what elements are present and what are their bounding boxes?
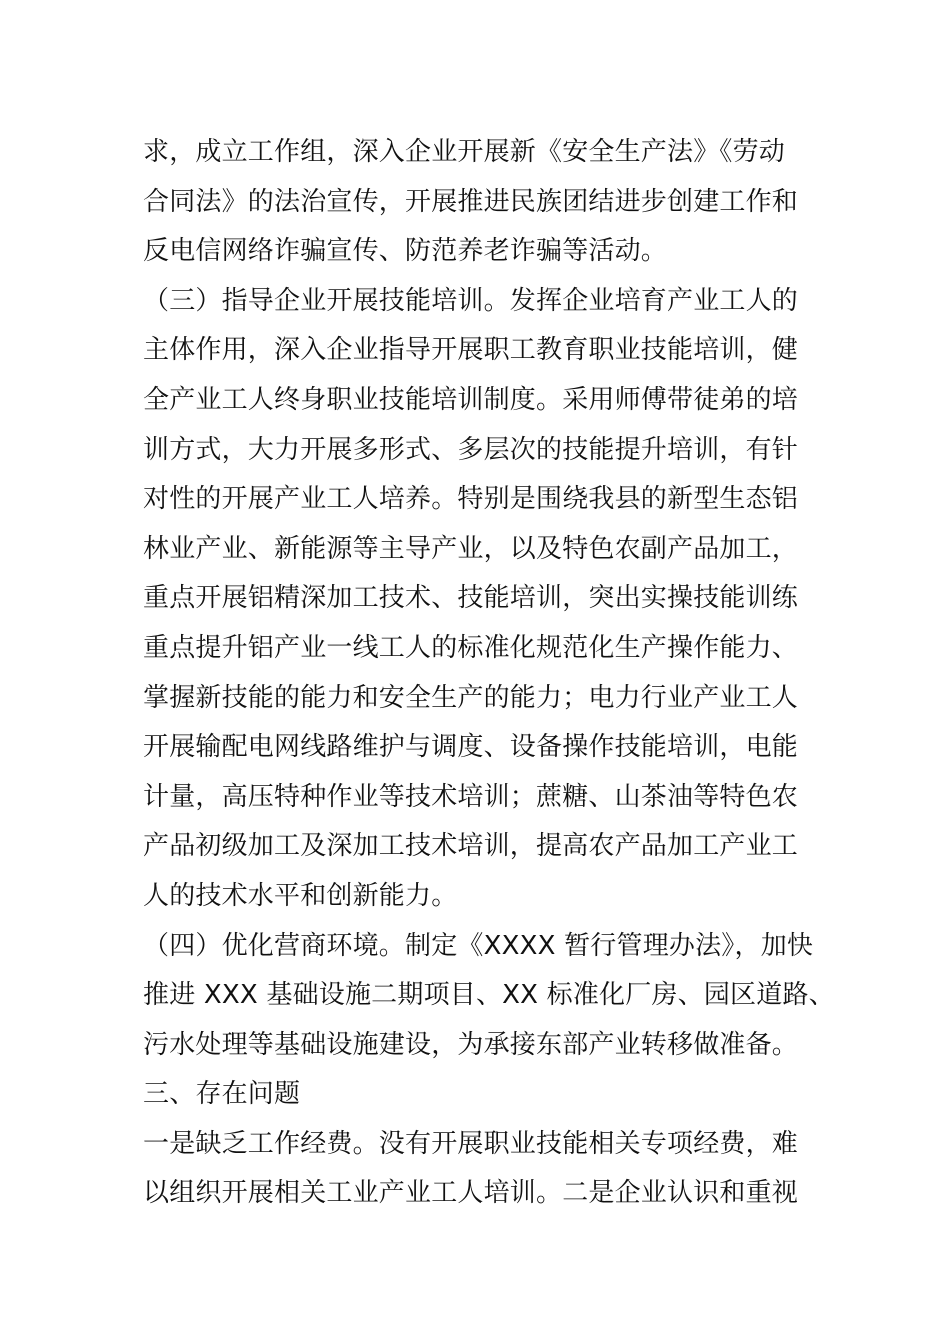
text-line-9: 林业产业、新能源等主导产业，以及特色农副产品加工，: [143, 533, 799, 564]
text-line-8: 对性的开展产业工人培养。特别是围绕我县的新型生态铝: [143, 484, 799, 515]
section-heading-3-line: （三）指导企业开展技能培训。发挥企业培育产业工人的: [143, 285, 799, 316]
text-line-15: 产品初级加工及深加工技术培训，提高农产品加工产业工: [143, 831, 799, 862]
text-line-12: 掌握新技能的能力和安全生产的能力；电力行业产业工人: [143, 682, 799, 713]
text-line-11: 重点提升铝产业一线工人的标准化规范化生产操作能力、: [143, 632, 799, 663]
text-line-6: 全产业工人终身职业技能培训制度。采用师傅带徒弟的培: [143, 384, 799, 415]
section-heading-4-line: （四）优化营商环境。制定《XXXX 暂行管理办法》，加快: [143, 930, 814, 961]
text-line-19: 污水处理等基础设施建设，为承接东部产业转移做准备。: [143, 1029, 799, 1060]
text-line-3: 反电信网络诈骗宣传、防范养老诈骗等活动。: [143, 236, 668, 267]
text-line-7: 训方式，大力开展多形式、多层次的技能提升培训，有针: [143, 434, 799, 465]
text-line-18: 推进 XXX 基础设施二期项目、XX 标准化厂房、园区道路、: [143, 980, 835, 1011]
document-body: [143, 128, 835, 1219]
text-line-14: 计量，高压特种作业等技术培训；蔗糖、山茶油等特色农: [143, 781, 799, 812]
text-line-2: 合同法》的法治宣传，开展推进民族团结进步创建工作和: [143, 186, 799, 217]
text-line-21: 一是缺乏工作经费。没有开展职业技能相关专项经费，难: [143, 1128, 799, 1159]
section-heading-problems: 三、存在问题: [143, 1079, 301, 1110]
text-line-16: 人的技术水平和创新能力。: [143, 880, 458, 911]
text-line-10: 重点开展铝精深加工技术、技能培训，突出实操技能训练: [143, 583, 799, 614]
text-line-13: 开展输配电网线路维护与调度、设备操作技能培训，电能: [143, 732, 799, 763]
text-line-5: 主体作用，深入企业指导开展职工教育职业技能培训，健: [143, 335, 799, 366]
text-line-1: 求，成立工作组，深入企业开展新《安全生产法》《劳动: [143, 137, 786, 167]
text-line-22: 以组织开展相关工业产业工人培训。二是企业认识和重视: [143, 1178, 799, 1209]
